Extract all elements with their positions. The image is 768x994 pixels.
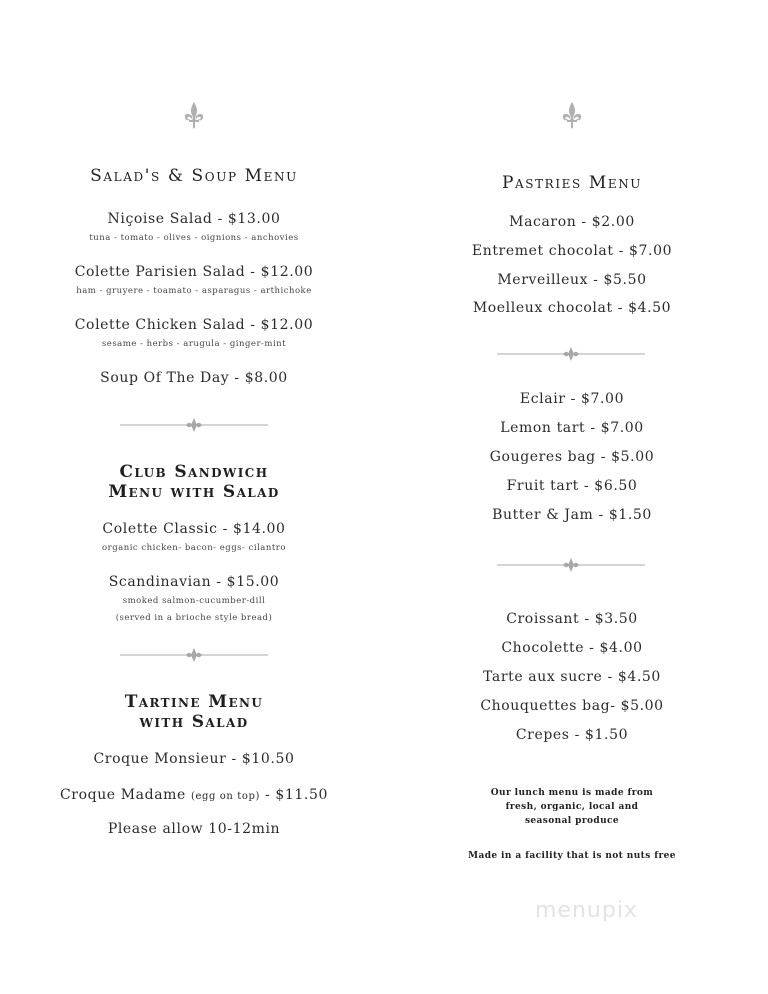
right-column (427, 0, 717, 994)
menu-item-desc: (served in a brioche style bread) (115, 613, 273, 623)
menu-item: Merveilleux - $5.50 (497, 272, 647, 288)
fleur-de-lis-icon (183, 101, 205, 131)
tartine-heading: Tartine Menu (124, 692, 264, 712)
club-sandwich-subheading: Menu with Salad (108, 482, 280, 502)
lunch-note: Our lunch menu is made from (490, 788, 654, 798)
menu-item: Eclair - $7.00 (519, 391, 625, 407)
menu-item-note: (egg on top) (190, 791, 260, 802)
lunch-note: seasonal produce (524, 816, 620, 826)
menu-item: Tarte aux sucre - $4.50 (483, 669, 661, 685)
menu-item: Crepes - $1.50 (515, 727, 629, 743)
menu-item: Soup Of The Day - $8.00 (100, 370, 288, 386)
menu-item-price: - $11.50 (265, 787, 328, 803)
menu-item: Croque Monsieur - $10.50 (93, 751, 295, 767)
menu-item: Colette Chicken Salad - $12.00 (74, 317, 314, 333)
menu-item: Colette Classic - $14.00 (102, 521, 286, 537)
menu-item: Moelleux chocolat - $4.50 (472, 300, 672, 316)
watermark-logo: menupix (535, 898, 638, 923)
menu-item: Lemon tart - $7.00 (500, 420, 644, 436)
lunch-note: fresh, organic, local and (505, 802, 639, 812)
menu-item-name: Croque Madame (60, 787, 186, 803)
menu-item: Croissant - $3.50 (506, 611, 638, 627)
menu-item: Fruit tart - $6.50 (506, 478, 638, 494)
menu-item: Scandinavian - $15.00 (108, 574, 280, 590)
menu-item: Please allow 10-12min (107, 821, 281, 837)
menu-item: Macaron - $2.00 (509, 214, 635, 230)
tartine-subheading: with Salad (139, 712, 249, 732)
menu-item: Gougeres bag - $5.00 (489, 449, 655, 465)
pastries-heading: Pastries Menu (501, 173, 643, 193)
menu-item-desc: tuna - tomato - olives - oignions - anchovies (89, 233, 299, 243)
menu-item-desc: ham - gruyere - toamato - asparagus - arthichoke (76, 286, 312, 296)
ornament-divider-icon (120, 417, 268, 433)
ornament-divider-icon (497, 346, 645, 362)
menu-item-desc: smoked salmon-cucumber-dill (122, 596, 266, 606)
club-sandwich-heading: Club Sandwich (119, 462, 269, 482)
menu-item (49, 786, 339, 806)
menu-item: Entremet chocolat - $7.00 (471, 243, 673, 259)
allergen-note: Made in a facility that is not nuts free (468, 851, 676, 861)
menu-item: Chouquettes bag- $5.00 (480, 698, 664, 714)
menu-item: Niçoise Salad - $13.00 (107, 211, 281, 227)
fleur-de-lis-icon (561, 101, 583, 131)
menu-item: Chocolette - $4.00 (501, 640, 643, 656)
ornament-divider-icon (497, 557, 645, 573)
menu-item-desc: organic chicken- bacon- eggs- cilantro (102, 543, 286, 553)
left-column (49, 0, 339, 994)
menu-item: Butter & Jam - $1.50 (492, 507, 652, 523)
ornament-divider-icon (120, 647, 268, 663)
menu-item: Colette Parisien Salad - $12.00 (74, 264, 314, 280)
menu-item-desc: sesame - herbs - arugula - ginger-mint (101, 339, 287, 349)
salad-soup-heading: Salad's & Soup Menu (90, 166, 298, 186)
